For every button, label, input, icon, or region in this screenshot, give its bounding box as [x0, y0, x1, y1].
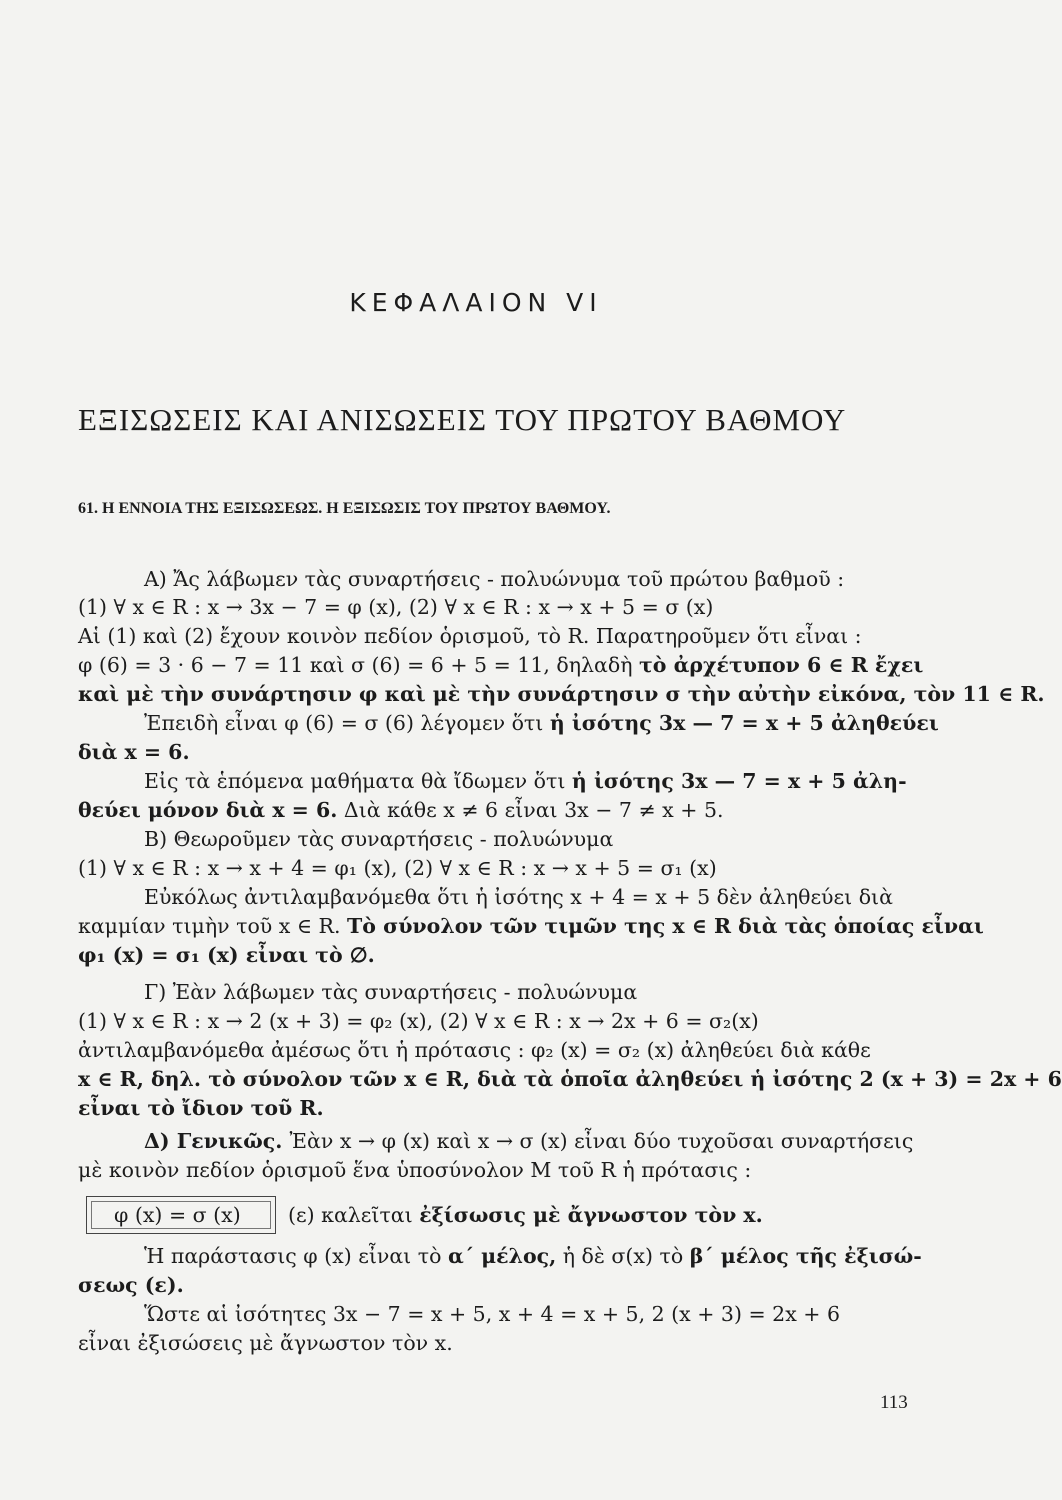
paragraph-line: Αἱ (1) καὶ (2) ἔχουν κοινὸν πεδίον ὁρισμοῦ, τὸ R. Παρατηροῦμεν ὅτι εἶναι :: [78, 624, 862, 648]
paragraph-line: (1) ∀ x ∈ R : x → 3x − 7 = φ (x), (2) ∀ x ∈ R : x → x + 5 = σ (x): [78, 595, 714, 619]
paragraph-line: (1) ∀ x ∈ R : x → 2 (x + 3) = φ₂ (x), (2) ∀ x ∈ R : x → 2x + 6 = σ₂(x): [78, 1009, 759, 1033]
paragraph-line: (ε) καλεῖται ἐξίσωσις μὲ ἄγνωστον τὸν x.: [288, 1203, 763, 1227]
paragraph-line: διὰ x = 6.: [78, 740, 190, 764]
paragraph-line: σεως (ε).: [78, 1273, 184, 1297]
paragraph-line: ἀντιλαμβανόμεθα ἀμέσως ὅτι ἡ πρότασις : φ₂ (x) = σ₂ (x) ἀληθεύει διὰ κάθε: [78, 1038, 871, 1062]
page-number: 113: [880, 1392, 908, 1413]
paragraph-line: φ₁ (x) = σ₁ (x) εἶναι τὸ ∅.: [78, 943, 375, 967]
page-title: ΕΞΙΣΩΣΕΙΣ ΚΑΙ ΑΝΙΣΩΣΕΙΣ ΤΟΥ ΠΡΩΤΟΥ ΒΑΘΜΟΥ: [78, 402, 847, 437]
section-heading: 61. Η ΕΝΝΟΙΑ ΤΗΣ ΕΞΙΣΩΣΕΩΣ. Η ΕΞΙΣΩΣΙΣ ΤΟΥ ΠΡΩΤΟΥ ΒΑΘΜΟΥ.: [78, 500, 611, 517]
paragraph-line: μὲ κοινὸν πεδίον ὁρισμοῦ ἕνα ὑποσύνολον M τοῦ R ἡ πρότασις :: [78, 1158, 752, 1182]
paragraph-line: Εὐκόλως ἀντιλαμβανόμεθα ὅτι ἡ ἰσότης x + 4 = x + 5 δὲν ἀληθεύει διὰ: [144, 885, 893, 909]
paragraph-line: Α) Ἄς λάβωμεν τὰς συναρτήσεις - πολυώνυμα τοῦ πρώτου βαθμοῦ :: [144, 567, 845, 591]
paragraph-line: θεύει μόνον διὰ x = 6. Διὰ κάθε x ≠ 6 εἶναι 3x − 7 ≠ x + 5.: [78, 798, 724, 822]
boxed-equation: φ (x) = σ (x): [114, 1203, 241, 1227]
paragraph-line: Β) Θεωροῦμεν τὰς συναρτήσεις - πολυώνυμα: [144, 827, 614, 851]
paragraph-line: καὶ μὲ τὴν συνάρτησιν φ καὶ μὲ τὴν συνάρτησιν σ τὴν αὐτὴν εἰκόνα, τὸν 11 ∈ R.: [78, 682, 1045, 706]
paragraph-line: καμμίαν τιμὴν τοῦ x ∈ R. Τὸ σύνολον τῶν τιμῶν της x ∈ R διὰ τὰς ὁποίας εἶναι: [78, 914, 984, 938]
paragraph-line: φ (6) = 3 · 6 − 7 = 11 καὶ σ (6) = 6 + 5 = 11, δηλαδὴ τὸ ἀρχέτυπον 6 ∈ R ἔχει: [78, 653, 924, 677]
paragraph-line: εἶναι τὸ ἴδιον τοῦ R.: [78, 1096, 324, 1120]
paragraph-line: Ἡ παράστασις φ (x) εἶναι τὸ α΄ μέλος, ἡ δὲ σ(x) τὸ β΄ μέλος τῆς ἐξισώ-: [144, 1244, 922, 1268]
chapter-heading: ΚΕΦΑΛΑΙΟΝ VI: [349, 288, 603, 317]
paragraph-line: x ∈ R, δηλ. τὸ σύνολον τῶν x ∈ R, διὰ τὰ ὁποῖα ἀληθεύει ἡ ἰσότης 2 (x + 3) = 2x + 6: [78, 1067, 1062, 1091]
paragraph-line: Ὥστε αἱ ἰσότητες 3x − 7 = x + 5, x + 4 = x + 5, 2 (x + 3) = 2x + 6: [144, 1302, 841, 1326]
paragraph-line: Γ) Ἐὰν λάβωμεν τὰς συναρτήσεις - πολυώνυμα: [144, 980, 638, 1004]
paragraph-line: Ἐπειδὴ εἶναι φ (6) = σ (6) λέγομεν ὅτι ἡ ἰσότης 3x — 7 = x + 5 ἀληθεύει: [144, 711, 939, 735]
paragraph-line: Εἰς τὰ ἑπόμενα μαθήματα θὰ ἴδωμεν ὅτι ἡ ἰσότης 3x — 7 = x + 5 ἀλη-: [144, 769, 907, 793]
paragraph-line: εἶναι ἐξισώσεις μὲ ἄγνωστον τὸν x.: [78, 1331, 453, 1355]
paragraph-line: Δ) Γενικῶς. Ἐὰν x → φ (x) καὶ x → σ (x) εἶναι δύο τυχοῦσαι συναρτήσεις: [144, 1129, 914, 1153]
paragraph-line: (1) ∀ x ∈ R : x → x + 4 = φ₁ (x), (2) ∀ x ∈ R : x → x + 5 = σ₁ (x): [78, 856, 717, 880]
